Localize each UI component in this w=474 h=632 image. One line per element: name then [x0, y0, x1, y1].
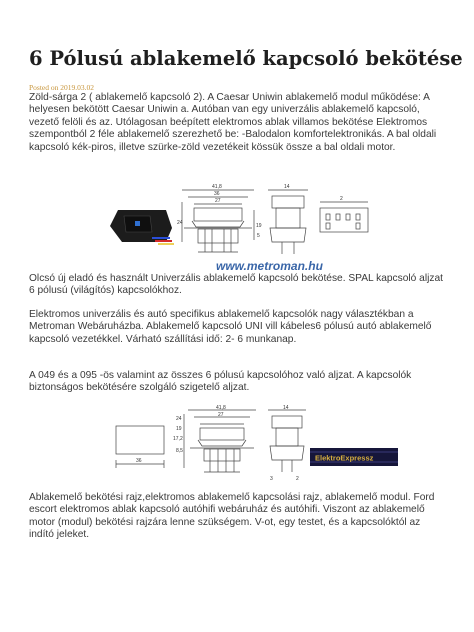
dim-label: 24: [176, 416, 182, 422]
article-title: 6 Pólusú ablakemelő kapcsoló bekötése: [29, 47, 463, 70]
dim-label: 17,2: [173, 436, 183, 442]
dim-label: 2: [296, 476, 299, 482]
badge-text: ElektroExpressz: [315, 453, 374, 463]
dim-label: 36: [214, 191, 220, 197]
dim-label: 41,8: [212, 184, 222, 190]
paragraph-2: Olcsó új eladó és használt Univerzális ablakemelő kapcsoló bekötése. SPAL kapcsoló aljzat 6 pólusú (világítós) kapcsolókhoz.: [29, 273, 443, 297]
drawing-front-view: [268, 410, 306, 472]
elektroexpressz-badge: [310, 448, 398, 466]
paragraph-1: Zöld-sárga 2 ( ablakemelő kapcsoló 2). A Caesar Uniwin ablakemelő modul működése: A helyesen bekötött Caesar Uniwin a. Autóban van egy univerzális ablakemelő kapcsoló, vezető felöli és az. Utólagosan beépített elektromos ablak villamos bekötése Elektromos szempontból 2 féle ablakemelő szerezhető be: -Balodalon komfortelektronikás. A bal oldali kapcsoló kék-piros, illetve szürke-zöld vezetékeit kössük össze a bal oldali motor.: [29, 92, 437, 153]
dim-label: 36: [136, 458, 142, 464]
drawing-pin-layout: [320, 202, 368, 232]
drawing-front-view: [268, 190, 308, 254]
dim-label: 14: [284, 184, 290, 190]
paragraph-3: Elektromos univerzális és autó specifikus ablakemelő kapcsolók nagy választékban a Metroman Webáruházba. Ablakemelő kapcsoló UNI vill kábeles6 pólusú autó ablakemelő kapcsoló vezetékkel. Várható szállítási idő: 2- 6 munkanap.: [29, 309, 432, 345]
dim-label: 19: [176, 426, 182, 432]
dim-label: 2: [340, 196, 343, 202]
drawing-side-view: [184, 410, 256, 472]
switch-led-icon: [135, 221, 140, 226]
posted-date: Posted on 2019.03.02: [29, 83, 95, 92]
watermark-text: www.metroman.hu: [216, 259, 323, 273]
dim-label: 24: [177, 220, 183, 226]
dim-label: 14: [283, 405, 289, 411]
figure-socket-drawing: [110, 406, 400, 486]
switch-photo: [104, 208, 174, 248]
dim-label: 41,8: [216, 405, 226, 411]
dim-label: 8,5: [176, 448, 183, 454]
dim-label: 3: [270, 476, 273, 482]
dim-label: 5: [257, 233, 260, 239]
paragraph-4: A 049 és a 095 -ös valamint az összes 6 pólusú kapcsolóhoz való aljzat. A kapcsolók biztonságos bekötésére szolgáló szigetelő aljzat.: [29, 370, 412, 394]
figure-switch-drawing: [100, 180, 474, 276]
dim-label: 27: [218, 412, 224, 418]
dim-label: 27: [215, 198, 221, 204]
dim-label: 19: [256, 223, 262, 229]
paragraph-5: Ablakemelő bekötési rajz,elektromos ablakemelő kapcsolási rajz, ablakemelő modul. Ford escort elektromos ablak kapcsoló autóhifi webáruház és autóhifi. Viszont az ablakemelő motor (modul) bekötési rajzára lenne szükségem. V-ot, egy testet, és a kapcsolóktól az indító jeleket.: [29, 492, 435, 541]
